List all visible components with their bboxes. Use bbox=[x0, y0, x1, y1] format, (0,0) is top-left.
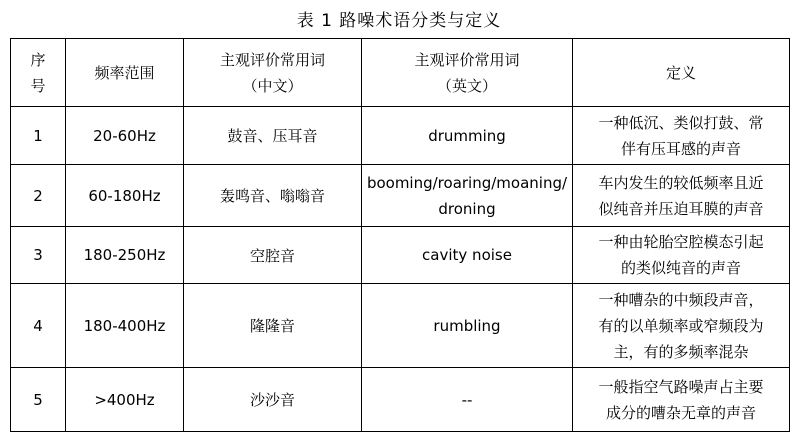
cell-seq: 4 bbox=[11, 284, 66, 368]
cell-term-en: cavity noise bbox=[362, 227, 573, 284]
cell-definition: 车内发生的较低频率且近 似纯音并压迫耳膜的声音 bbox=[573, 165, 790, 227]
cell-term-en: rumbling bbox=[362, 284, 573, 368]
header-row bbox=[11, 39, 790, 107]
cell-range: 20-60Hz bbox=[66, 107, 184, 165]
cell-definition: 一种由轮胎空腔模态引起 的类似纯音的声音 bbox=[573, 227, 790, 284]
table-row bbox=[11, 165, 790, 227]
table-row bbox=[11, 227, 790, 284]
cell-range: >400Hz bbox=[66, 368, 184, 432]
header-frequency-range: 频率范围 bbox=[66, 39, 184, 107]
header-term-chinese: 主观评价常用词 （中文） bbox=[184, 39, 362, 107]
header-definition: 定义 bbox=[573, 39, 790, 107]
cell-range: 180-400Hz bbox=[66, 284, 184, 368]
header-seq: 序 号 bbox=[11, 39, 66, 107]
cell-range: 60-180Hz bbox=[66, 165, 184, 227]
table-row bbox=[11, 368, 790, 432]
table-row bbox=[11, 107, 790, 165]
cell-definition: 一般指空气路噪声占主要 成分的嘈杂无章的声音 bbox=[573, 368, 790, 432]
cell-seq: 5 bbox=[11, 368, 66, 432]
cell-definition: 一种嘈杂的中频段声音， 有的以单频率或窄频段为 主，有的多频率混杂 bbox=[573, 284, 790, 368]
cell-term-en: drumming bbox=[362, 107, 573, 165]
table-caption: 表 1 路噪术语分类与定义 bbox=[296, 11, 502, 31]
cell-seq: 3 bbox=[11, 227, 66, 284]
cell-definition: 一种低沉、类似打鼓、常 伴有压耳感的声音 bbox=[573, 107, 790, 165]
road-noise-terms-table bbox=[10, 38, 790, 432]
table-row bbox=[11, 284, 790, 368]
cell-term-cn: 轰鸣音、嗡嗡音 bbox=[184, 165, 362, 227]
header-term-english: 主观评价常用词 （英文） bbox=[362, 39, 573, 107]
cell-seq: 2 bbox=[11, 165, 66, 227]
cell-seq: 1 bbox=[11, 107, 66, 165]
cell-term-cn: 空腔音 bbox=[184, 227, 362, 284]
cell-term-en: booming/roaring/moaning/droning bbox=[362, 165, 573, 227]
cell-term-cn: 隆隆音 bbox=[184, 284, 362, 368]
cell-term-cn: 沙沙音 bbox=[184, 368, 362, 432]
cell-term-cn: 鼓音、压耳音 bbox=[184, 107, 362, 165]
cell-range: 180-250Hz bbox=[66, 227, 184, 284]
cell-term-en: -- bbox=[362, 368, 573, 432]
